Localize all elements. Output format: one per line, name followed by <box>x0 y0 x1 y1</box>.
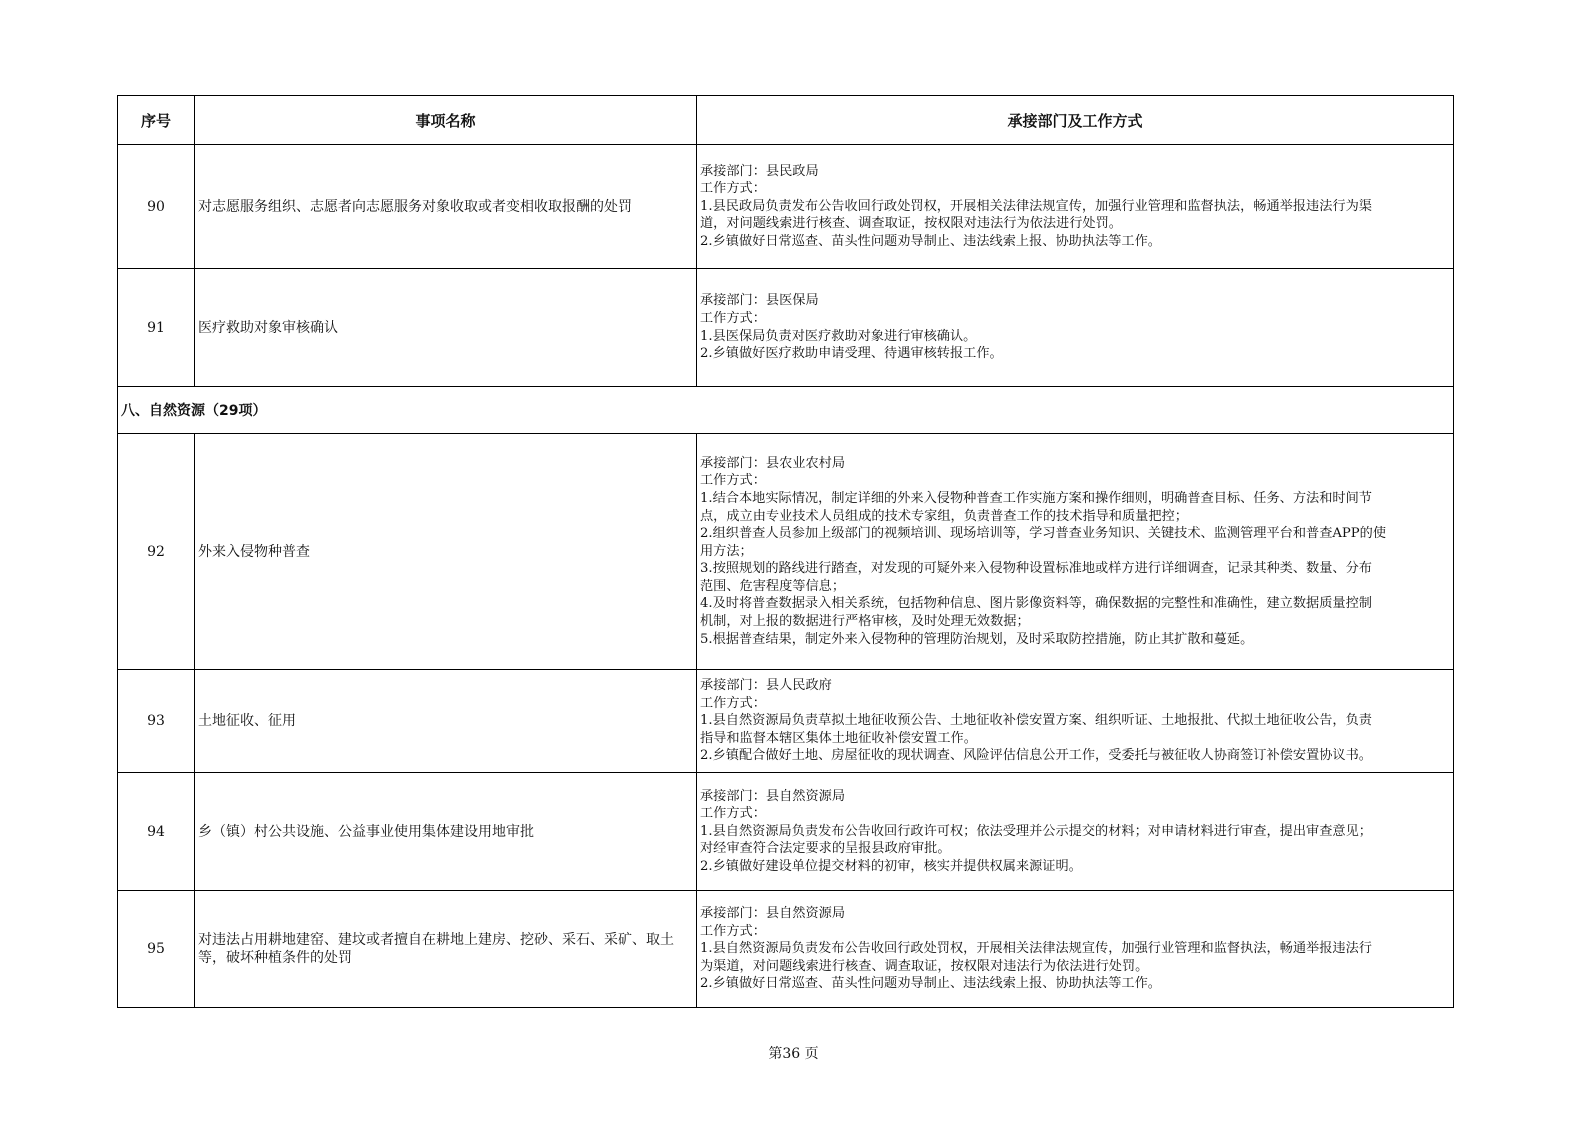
table-row <box>118 773 1454 891</box>
dept-line: 用方法； <box>700 543 753 559</box>
page-number: 第36 页 <box>768 1046 819 1062</box>
dept-line: 承接部门：县人民政府 <box>700 678 832 694</box>
dept-method <box>697 773 1454 891</box>
header-no: 序号 <box>118 96 195 145</box>
item-name: 对违法占用耕地建窑、建坟或者擅自在耕地上建房、挖砂、采石、采矿、取土等，破坏种植条件的处罚 <box>195 891 697 1008</box>
item-name: 对志愿服务组织、志愿者向志愿服务对象收取或者变相收取报酬的处罚 <box>195 145 697 269</box>
dept-line: 1.县医保局负责对医疗救助对象进行审核确认。 <box>700 328 977 344</box>
dept-line: 点，成立由专业技术人员组成的技术专家组，负责普查工作的技术指导和质量把控； <box>700 508 1188 524</box>
table-row <box>118 670 1454 773</box>
table-row <box>118 434 1454 670</box>
dept-line: 承接部门：县自然资源局 <box>700 906 846 922</box>
dept-line: 机制，对上报的数据进行严格审核，及时处理无效数据； <box>700 614 1030 630</box>
item-name: 外来入侵物种普查 <box>195 434 697 670</box>
row-number: 91 <box>118 269 195 387</box>
item-name: 乡（镇）村公共设施、公益事业使用集体建设用地审批 <box>195 773 697 891</box>
dept-line: 4.及时将普查数据录入相关系统，包括物种信息、图片影像资料等，确保数据的完整性和准确性，建立数据质量控制 <box>700 596 1372 612</box>
dept-line: 道，对问题线索进行核查、调查取证，按权限对违法行为依法进行处罚。 <box>700 216 1122 232</box>
row-number: 90 <box>118 145 195 269</box>
row-number: 94 <box>118 773 195 891</box>
item-name: 土地征收、征用 <box>195 670 697 773</box>
dept-line: 对经审查符合法定要求的呈报县政府审批。 <box>700 841 951 857</box>
dept-line: 为渠道，对问题线索进行核查、调查取证，按权限对违法行为依法进行处罚。 <box>700 958 1149 974</box>
dept-line: 3.按照规划的路线进行踏查，对发现的可疑外来入侵物种设置标准地或样方进行详细调查，记录其种类、数量、分布 <box>700 561 1372 577</box>
dept-line: 2.乡镇做好日常巡查、苗头性问题劝导制止、违法线索上报、协助执法等工作。 <box>700 233 1161 249</box>
dept-line: 工作方式： <box>700 923 766 939</box>
dept-line: 承接部门：县医保局 <box>700 293 819 309</box>
dept-line: 工作方式： <box>700 181 766 197</box>
dept-line: 范围、危害程度等信息； <box>700 578 846 594</box>
item-name: 医疗救助对象审核确认 <box>195 269 697 387</box>
dept-line: 工作方式： <box>700 695 766 711</box>
dept-method <box>697 145 1454 269</box>
table-row <box>118 891 1454 1008</box>
table-row <box>118 145 1454 269</box>
row-number: 95 <box>118 891 195 1008</box>
section-row <box>118 387 1454 434</box>
header-row <box>118 96 1454 145</box>
dept-line: 2.乡镇做好医疗救助申请受理、待遇审核转报工作。 <box>700 346 1003 362</box>
dept-line: 2.乡镇做好日常巡查、苗头性问题劝导制止、违法线索上报、协助执法等工作。 <box>700 976 1161 992</box>
dept-line: 承接部门：县农业农村局 <box>700 455 846 471</box>
table-row <box>118 269 1454 387</box>
section-title: 八、自然资源（29项） <box>118 387 1454 434</box>
header-dept: 承接部门及工作方式 <box>697 96 1454 145</box>
dept-line: 1.结合本地实际情况，制定详细的外来入侵物种普查工作实施方案和操作细则，明确普查目标、任务、方法和时间节 <box>700 490 1372 506</box>
dept-method <box>697 269 1454 387</box>
dept-line: 1.县民政局负责发布公告收回行政处罚权，开展相关法律法规宣传，加强行业管理和监督执法，畅通举报违法行为渠 <box>700 198 1372 214</box>
header-item: 事项名称 <box>195 96 697 145</box>
dept-method <box>697 434 1454 670</box>
dept-line: 工作方式： <box>700 806 766 822</box>
dept-line: 1.县自然资源局负责发布公告收回行政许可权；依法受理并公示提交的材料；对申请材料进行审查，提出审查意见； <box>700 823 1372 839</box>
row-number: 92 <box>118 434 195 670</box>
dept-line: 工作方式： <box>700 310 766 326</box>
dept-line: 工作方式： <box>700 473 766 489</box>
matters-table <box>117 95 1454 1008</box>
row-number: 93 <box>118 670 195 773</box>
dept-line: 5.根据普查结果，制定外来入侵物种的管理防治规划，及时采取防控措施，防止其扩散和蔓延。 <box>700 631 1254 647</box>
dept-line: 1.县自然资源局负责发布公告收回行政处罚权，开展相关法律法规宣传，加强行业管理和监督执法，畅通举报违法行 <box>700 941 1372 957</box>
dept-line: 2.组织普查人员参加上级部门的视频培训、现场培训等，学习普查业务知识、关键技术、监测管理平台和普查APP的使 <box>700 526 1387 542</box>
dept-line: 2.乡镇做好建设单位提交材料的初审，核实并提供权属来源证明。 <box>700 858 1082 874</box>
dept-line: 承接部门：县民政局 <box>700 163 819 179</box>
dept-line: 承接部门：县自然资源局 <box>700 788 846 804</box>
dept-method <box>697 891 1454 1008</box>
dept-line: 1.县自然资源局负责草拟土地征收预公告、土地征收补偿安置方案、组织听证、土地报批、代拟土地征收公告，负责 <box>700 713 1372 729</box>
dept-line: 2.乡镇配合做好土地、房屋征收的现状调查、风险评估信息公开工作，受委托与被征收人协商签订补偿安置协议书。 <box>700 748 1372 764</box>
dept-method <box>697 670 1454 773</box>
dept-line: 指导和监督本辖区集体土地征收补偿安置工作。 <box>700 730 977 746</box>
